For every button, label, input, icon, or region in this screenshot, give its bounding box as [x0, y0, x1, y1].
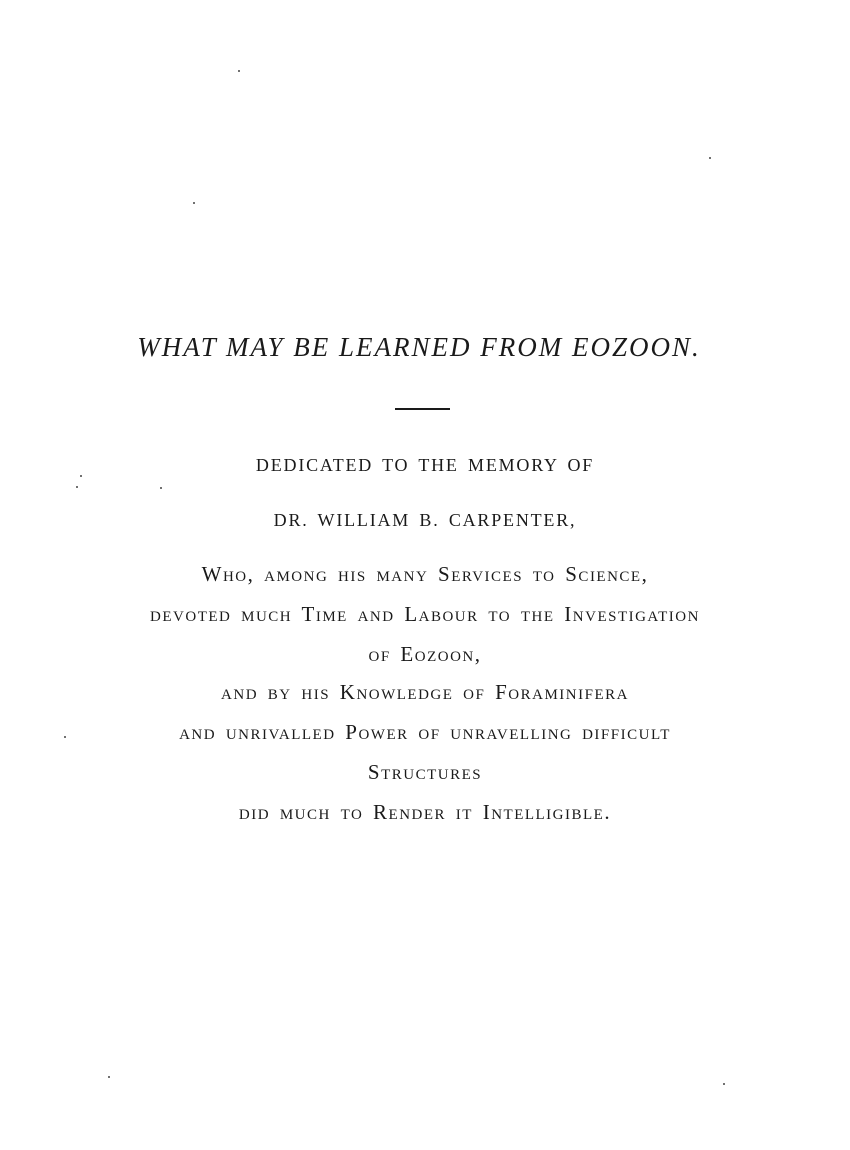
print-speck — [160, 487, 162, 489]
page-title: WHAT MAY BE LEARNED FROM EOZOON. — [137, 332, 701, 362]
dedication-line-9: did much to Render it Intelligible. — [238, 800, 612, 824]
dedication-line-8: Structures — [367, 760, 483, 784]
dedication-line-2: DR. WILLIAM B. CARPENTER, — [273, 510, 577, 530]
print-speck — [108, 1076, 110, 1078]
print-speck — [709, 157, 711, 159]
print-speck — [80, 475, 82, 477]
print-speck — [64, 736, 66, 738]
print-speck — [723, 1083, 725, 1085]
dedication-line-1: DEDICATED TO THE MEMORY OF — [255, 455, 595, 475]
divider-rule — [395, 408, 450, 410]
print-speck — [193, 202, 195, 204]
dedication-line-6: and by his Knowledge of Foraminifera — [221, 680, 629, 704]
print-speck — [76, 486, 78, 488]
dedication-line-7: and unrivalled Power of unravelling difficult — [179, 720, 671, 744]
dedication-line-4: devoted much Time and Labour to the Investigation — [150, 602, 700, 626]
print-speck — [238, 70, 240, 72]
dedication-line-5: of Eozoon, — [368, 642, 482, 666]
dedication-line-3: Who, among his many Services to Science, — [201, 562, 649, 586]
